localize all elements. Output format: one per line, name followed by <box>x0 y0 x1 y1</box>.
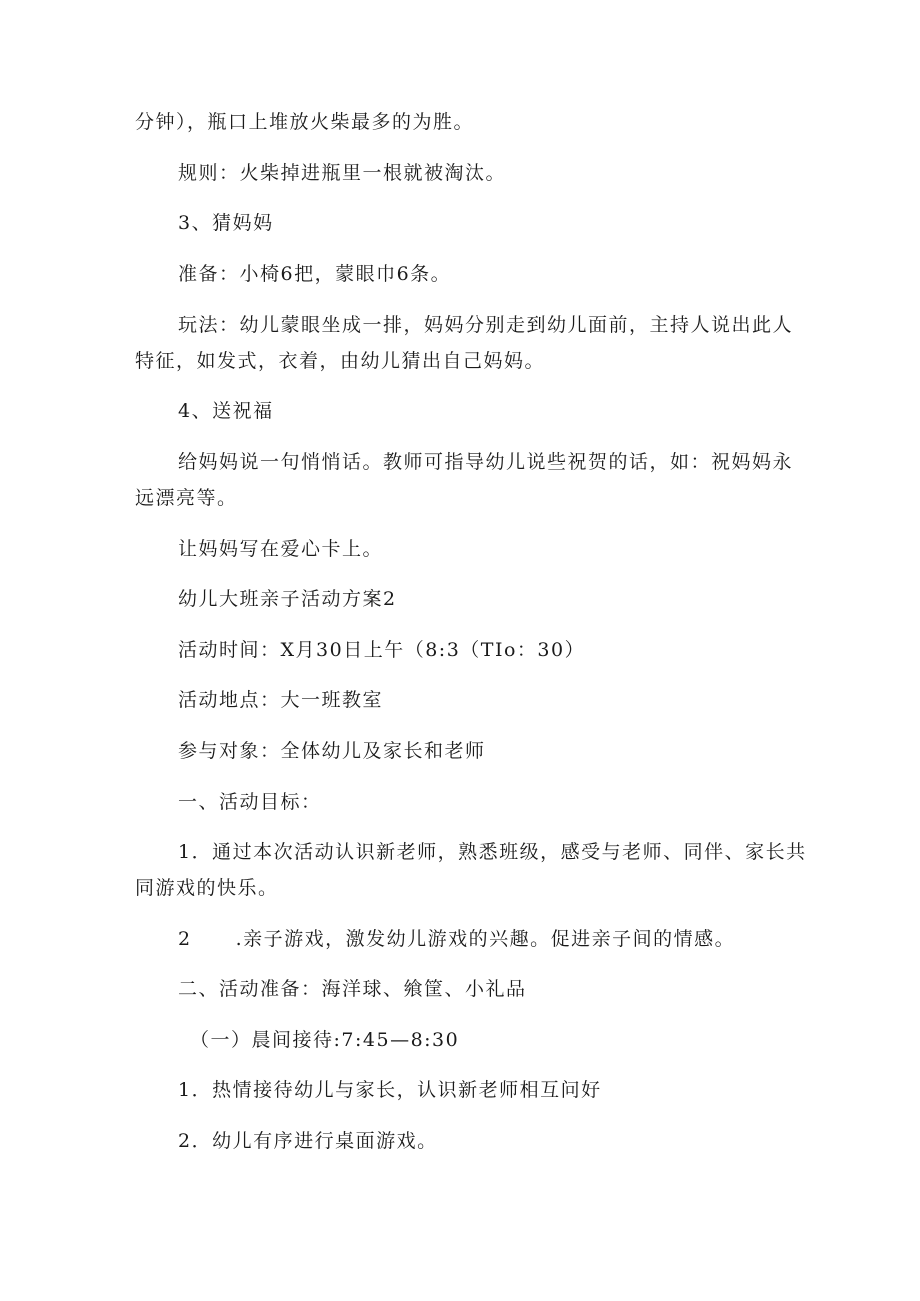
paragraph-line: 给妈妈说一句悄悄话。教师可指导幼儿说些祝贺的话，如：祝妈妈永 <box>178 451 794 473</box>
list-number: 2 <box>178 928 192 950</box>
list-item-text: .亲子游戏，激发幼儿游戏的兴趣。促进亲子间的情感。 <box>235 928 736 950</box>
paragraph-line: 让妈妈写在爱心卡上。 <box>178 538 384 560</box>
paragraph-line: 远漂亮等。 <box>135 487 238 509</box>
participants: 参与对象：全体幼儿及家长和老师 <box>178 740 486 762</box>
rule-line: 规则：火柴掉进瓶里一根就被淘汰。 <box>178 162 507 184</box>
section-heading: 3、猜妈妈 <box>178 212 274 234</box>
list-item: 1．热情接待幼儿与家长，认识新老师相互问好 <box>178 1079 602 1101</box>
activity-location: 活动地点：大一班教室 <box>178 689 384 711</box>
section-heading: 二、活动准备：海洋球、飨筐、小礼品 <box>178 978 527 1000</box>
list-item <box>178 927 735 951</box>
paragraph-line: 玩法：幼儿蒙眼坐成一排，妈妈分别走到幼儿面前，主持人说出此人 <box>178 314 794 336</box>
list-item-continuation: 同游戏的快乐。 <box>135 877 279 899</box>
paragraph-line: 分钟），瓶口上堆放火柴最多的为胜。 <box>135 111 475 133</box>
list-item: 2．幼儿有序进行桌面游戏。 <box>178 1130 438 1152</box>
subsection-heading: （一）晨间接待:7:45—8:30 <box>190 1029 460 1051</box>
document-title: 幼儿大班亲子活动方案2 <box>178 588 397 610</box>
activity-time: 活动时间：X月30日上午（8:3（TIo：30） <box>178 639 586 661</box>
paragraph-line: 特征，如发式，衣着，由幼儿猜出自己妈妈。 <box>135 350 546 372</box>
preparation-line: 准备：小椅6把，蒙眼巾6条。 <box>178 263 452 285</box>
list-item: 1．通过本次活动认识新老师，熟悉班级，感受与老师、同伴、家长共 <box>178 841 807 863</box>
section-heading: 4、送祝福 <box>178 400 274 422</box>
section-heading: 一、活动目标： <box>178 791 322 813</box>
